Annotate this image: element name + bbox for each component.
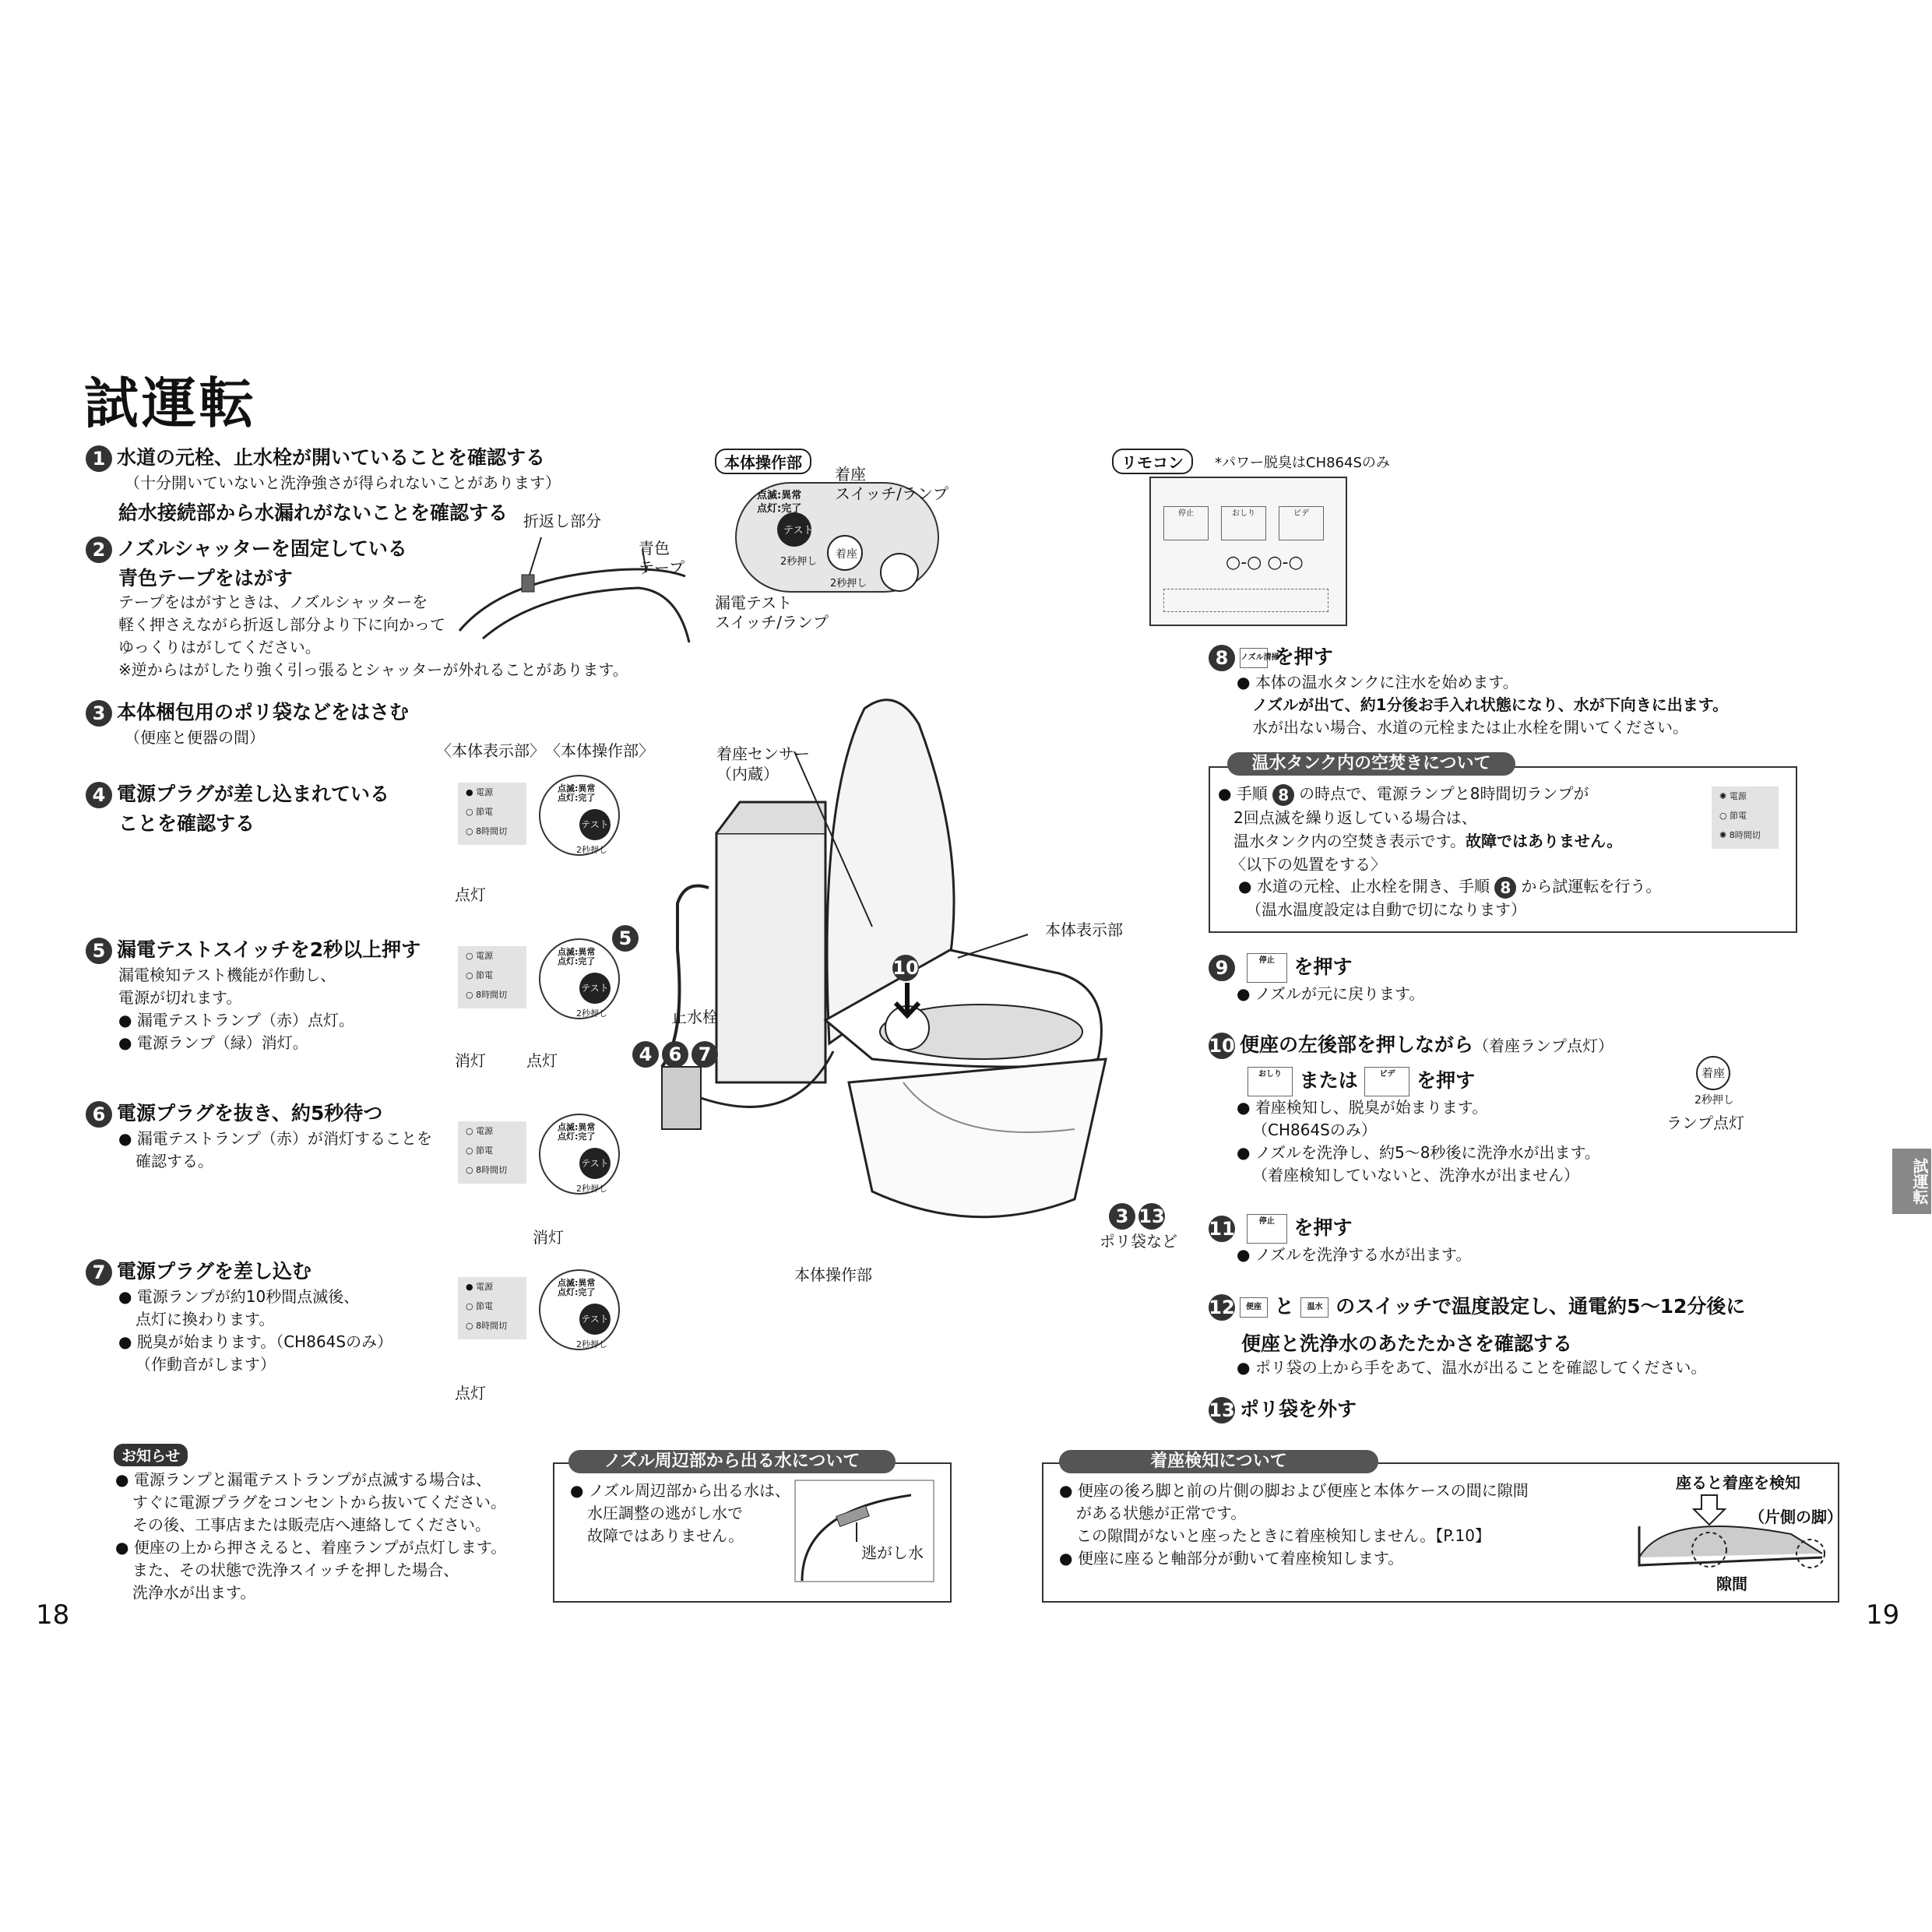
lamp-state: 消灯 bbox=[455, 1051, 486, 1070]
step-heading: 水道の元栓、止水栓が開いていることを確認する bbox=[117, 446, 546, 469]
step-note: （便座と便器の間） bbox=[125, 728, 265, 747]
marker-6: 6 bbox=[662, 1041, 688, 1068]
nozzle-figure bbox=[794, 1480, 934, 1582]
notice-text: ● 電源ランプと漏電テストランプが点滅する場合は、 すぐに電源プラグをコンセントから抜いてください。 その後、工事店または販売店へ連絡してください。 ● 便座の上から押さえると、着座ランプが点灯します。 また、その状態で洗浄スイッチを押した場合、 洗浄水が出ます。 bbox=[115, 1470, 507, 1602]
step-heading: を押す bbox=[1293, 1216, 1353, 1239]
step-4 bbox=[86, 779, 389, 836]
step-3 bbox=[86, 697, 409, 749]
step-number: 7 bbox=[86, 1259, 112, 1286]
op-panel: 点滅:異常 点灯:完了 テスト 2秒押し bbox=[539, 1114, 620, 1195]
step-bullet: 電源ランプ（緑）消灯。 bbox=[136, 1033, 308, 1052]
step-number: 2 bbox=[86, 537, 112, 563]
step-heading-2: 青色テープをはがす bbox=[118, 567, 293, 589]
step-heading-2: 給水接続部から水漏れがないことを確認する bbox=[118, 501, 509, 524]
marker-7: 7 bbox=[692, 1041, 718, 1068]
bag-label: ポリ袋など bbox=[1100, 1232, 1177, 1251]
step-13 bbox=[1209, 1394, 1357, 1423]
op-detail-label: 本体操作部 bbox=[715, 449, 811, 474]
step-text: 水が出ない場合、水道の元栓または止水栓を開いてください。 bbox=[1252, 718, 1688, 737]
panel-header-op: 〈本体操作部〉 bbox=[545, 741, 654, 760]
lamp-state: 点灯 bbox=[455, 1384, 486, 1402]
step-heading: 本体梱包用のポリ袋などをはさむ bbox=[117, 701, 410, 723]
step-7: 7 電源プラグを差し込む ● 電源ランプが約10秒間点滅後、 点灯に換わります。 ● 脱臭が始まります。（CH864Sのみ） （作動音がします） bbox=[86, 1256, 392, 1376]
nozzle-box-title: ノズル周辺部から出る水について bbox=[568, 1450, 896, 1473]
tank-line-2: 2回点滅を繰り返している場合は、 bbox=[1233, 808, 1477, 827]
seat-box-text: ● 便座の後ろ脚と前の片側の脚および便座と本体ケースの間に隙間 がある状態が正常です。 この隙間がないと座ったときに着座検知しません。【P.10】 ● 便座に座ると軸部分が動いて着座検知します。 bbox=[1059, 1481, 1529, 1568]
step-bullet: 漏電テストランプ（赤）点灯。 bbox=[136, 1011, 355, 1029]
step-number: 8 bbox=[1209, 645, 1235, 671]
blue-tape-label-2: テープ bbox=[639, 558, 684, 577]
step-heading-2: 便座と洗浄水のあたたかさを確認する bbox=[1241, 1332, 1573, 1355]
tank-line-6: （温水温度設定は自動で切になります） bbox=[1246, 900, 1526, 919]
step-6: 6 電源プラグを抜き、約5秒待つ ● 漏電テストランプ（赤）が消灯することを 確認する。 bbox=[86, 1098, 432, 1173]
nozzle-figure-label: 逃がし水 bbox=[861, 1543, 924, 1562]
marker-13: 13 bbox=[1138, 1203, 1165, 1230]
tank-line-1: ● 手順 8 の時点で、電源ランプと8時間切ランプが bbox=[1218, 784, 1589, 804]
op-detail-press: 2秒押し bbox=[830, 578, 867, 589]
lamp-state: 点灯 bbox=[455, 885, 486, 904]
stop-key[interactable]: 停止 bbox=[1247, 953, 1287, 983]
step-bullet: ポリ袋の上から手をあて、温水が出ることを確認してください。 bbox=[1255, 1358, 1707, 1377]
lamp-state: 点灯 bbox=[526, 1051, 558, 1070]
remote-label: リモコン bbox=[1112, 449, 1193, 474]
remote-adjust-icons: ○-○ ○-○ bbox=[1226, 553, 1304, 572]
nozzle-clean-key[interactable]: ノズル清掃 bbox=[1240, 648, 1268, 668]
step-text: 確認する。 bbox=[135, 1152, 213, 1170]
step-text: ※逆からはがしたり強く引っ張るとシャッターが外れることがあります。 bbox=[118, 660, 628, 679]
marker-3: 3 bbox=[1109, 1203, 1135, 1230]
seat-lamp-on: ランプ点灯 bbox=[1666, 1114, 1744, 1132]
step-text: （作動音がします） bbox=[135, 1355, 276, 1374]
blue-tape-label: 青色 bbox=[639, 539, 670, 558]
step-8: 8 ノズル清掃 を押す ● 本体の温水タンクに注水を始めます。 ノズルが出て、約1分後お手入れ状態になり、水が下向きに出ます。 水が出ない場合、水道の元栓または止水栓を開いてください。 bbox=[1209, 642, 1728, 739]
step-heading: 便座の左後部を押しながら bbox=[1240, 1033, 1474, 1056]
step-heading: ポリ袋を外す bbox=[1240, 1398, 1357, 1420]
step-text: 漏電検知テスト機能が作動し、 bbox=[118, 966, 336, 984]
op-label: 本体操作部 bbox=[794, 1265, 872, 1284]
sensor-label: 着座センサー bbox=[716, 744, 810, 763]
step-bullet: 本体の温水タンクに注水を始めます。 bbox=[1255, 673, 1519, 692]
stop-key[interactable]: 停止 bbox=[1247, 1214, 1287, 1244]
step-heading: 電源プラグが差し込まれている bbox=[117, 783, 390, 805]
seat-temp-key[interactable]: 便座 bbox=[1240, 1297, 1268, 1318]
panel-header-display: 〈本体表示部〉 bbox=[436, 741, 545, 760]
page-title: 試運転 bbox=[84, 371, 257, 435]
step-text: （CH864Sのみ） bbox=[1252, 1121, 1377, 1139]
step-number: 12 bbox=[1209, 1294, 1235, 1321]
step-text: テープをはがすときは、ノズルシャッターを bbox=[118, 593, 428, 611]
step-bullet: ノズルが元に戻ります。 bbox=[1255, 984, 1425, 1003]
step-number: 1 bbox=[86, 445, 112, 472]
seat-figure-label-2: （片側の脚） bbox=[1749, 1508, 1842, 1526]
step-bullet: 漏電テストランプ（赤）が消灯することを bbox=[136, 1129, 433, 1148]
side-tab: 試運転 bbox=[1892, 1149, 1931, 1214]
step-heading: 漏電テストスイッチを2秒以上押す bbox=[117, 938, 421, 961]
step-number: 3 bbox=[86, 700, 112, 727]
valve-label: 止水栓 bbox=[671, 1008, 718, 1026]
seat-figure-label-1: 座ると着座を検知 bbox=[1676, 1473, 1800, 1492]
seat-switch-label-2: スイッチ/ランプ bbox=[835, 484, 948, 503]
remote-stop-key[interactable]: 停止 bbox=[1163, 506, 1209, 540]
seat-box-title: 着座検知について bbox=[1059, 1450, 1378, 1473]
step-text: 電源が切れます。 bbox=[118, 988, 242, 1007]
seat-lamp-button[interactable]: 着座 bbox=[1696, 1056, 1730, 1090]
step-bullet: ノズルを洗浄し、約5～8秒後に洗浄水が出ます。 bbox=[1255, 1143, 1600, 1162]
step-heading: を押す bbox=[1293, 955, 1353, 978]
fold-label: 折返し部分 bbox=[523, 512, 601, 530]
seat-lamp-press: 2秒押し bbox=[1694, 1094, 1734, 1107]
op-detail-test: テスト bbox=[783, 525, 814, 537]
step-text: 軽く押さえながら折返し部分より下に向かって bbox=[118, 615, 445, 634]
oshiri-key[interactable]: おしり bbox=[1248, 1067, 1293, 1096]
op-panel: 点滅:異常 点灯:完了 テスト 2秒押し bbox=[539, 1269, 620, 1350]
marker-4: 4 bbox=[632, 1041, 659, 1068]
display-panel: ○ 電源 ○ 節電 ○ 8時間切 bbox=[458, 946, 526, 1008]
display-panel: ● 電源 ○ 節電 ○ 8時間切 bbox=[458, 1277, 526, 1339]
step-heading-2: ことを確認する bbox=[118, 812, 255, 835]
step-9: 9 停止 を押す ● ノズルが元に戻ります。 bbox=[1209, 952, 1424, 1005]
tank-lamps: ✺ 電源 ○ 節電 ✺ 8時間切 bbox=[1712, 787, 1779, 849]
op-panel: 点滅:異常 点灯:完了 テスト 2秒押し bbox=[539, 938, 620, 1019]
seat-switch-label: 着座 bbox=[835, 465, 866, 484]
step-text: ノズルが出て、約1分後お手入れ状態になり、水が下向きに出ます。 bbox=[1252, 695, 1729, 714]
tank-line-3: 温水タンク内の空焚き表示です。故障ではありません。 bbox=[1233, 832, 1623, 850]
display-label: 本体表示部 bbox=[1045, 920, 1123, 939]
step-heading: のスイッチで温度設定し、通電約5～12分後に bbox=[1336, 1295, 1746, 1318]
step-number: 13 bbox=[1209, 1397, 1235, 1423]
step-heading: 電源プラグを抜き、約5秒待つ bbox=[117, 1102, 383, 1124]
step-number: 10 bbox=[1209, 1033, 1235, 1059]
step-heading: 電源プラグを差し込む bbox=[117, 1260, 312, 1283]
step-bullet: ノズルを洗浄する水が出ます。 bbox=[1255, 1245, 1472, 1264]
water-temp-key[interactable]: 温水 bbox=[1300, 1297, 1328, 1318]
nozzle-box-text: ● ノズル周辺部から出る水は、 水圧調整の逃がし水で 故障ではありません。 bbox=[570, 1481, 791, 1545]
remote-note: *パワー脱臭はCH864Sのみ bbox=[1215, 455, 1390, 471]
marker-10: 10 bbox=[892, 955, 919, 981]
leak-switch-label: 漏電テスト bbox=[715, 593, 793, 612]
remote-bottom-keys bbox=[1163, 589, 1328, 612]
sensor-label-2: （内蔵） bbox=[716, 765, 779, 783]
step-text: （着座検知していないと、洗浄水が出ません） bbox=[1252, 1166, 1579, 1184]
bidet-key[interactable]: ビデ bbox=[1364, 1067, 1409, 1096]
step-number: 11 bbox=[1209, 1216, 1235, 1242]
op-detail-text: 点滅:異常 bbox=[757, 490, 802, 501]
display-panel: ● 電源 ○ 節電 ○ 8時間切 bbox=[458, 783, 526, 845]
test-button[interactable]: テスト bbox=[579, 973, 611, 1004]
remote-bidet-key[interactable]: ビデ bbox=[1279, 506, 1324, 540]
step-number: 9 bbox=[1209, 955, 1235, 981]
step-10: 10 便座の左後部を押しながら（着座ランプ点灯） おしり または ビデ を押す ● 着座検知し、脱臭が始まります。 （CH864Sのみ） ● ノズルを洗浄し、約5～8秒後に洗浄水が出ます。 （着座検知していないと、洗浄水が出ません） bbox=[1209, 1029, 1614, 1187]
page-number-left: 18 bbox=[36, 1599, 70, 1631]
remote-figure bbox=[1149, 477, 1347, 626]
test-button[interactable]: テスト bbox=[579, 1148, 611, 1179]
step-text: 点灯に換わります。 bbox=[135, 1310, 275, 1328]
step-number: 6 bbox=[86, 1101, 112, 1128]
leak-switch-label-2: スイッチ/ランプ bbox=[715, 613, 829, 632]
step-11: 11 停止 を押す ● ノズルを洗浄する水が出ます。 bbox=[1209, 1212, 1471, 1266]
op-panel: 点滅:異常 点灯:完了 テスト 2秒押し bbox=[539, 775, 620, 856]
notice-badge: お知らせ bbox=[114, 1444, 188, 1466]
tank-line-5: ● 水道の元栓、止水栓を開き、手順 8 から試運転を行う。 bbox=[1238, 877, 1662, 897]
test-button[interactable]: テスト bbox=[579, 809, 611, 840]
seat-figure-label-3: 隙間 bbox=[1716, 1575, 1747, 1593]
step-number: 4 bbox=[86, 782, 112, 808]
op-detail-press: 2秒押し bbox=[780, 556, 818, 568]
page-number-right: 19 bbox=[1866, 1599, 1900, 1631]
step-5: 5 漏電テストスイッチを2秒以上押す 漏電検知テスト機能が作動し、 電源が切れます。 ● 漏電テストランプ（赤）点灯。 ● 電源ランプ（緑）消灯。 bbox=[86, 934, 421, 1054]
step-heading: ノズルシャッターを固定している bbox=[117, 537, 407, 560]
tape-figure bbox=[452, 514, 701, 646]
lamp-state: 消灯 bbox=[533, 1228, 564, 1247]
display-panel: ○ 電源 ○ 節電 ○ 8時間切 bbox=[458, 1121, 526, 1184]
step-bullet: 着座検知し、脱臭が始まります。 bbox=[1255, 1098, 1488, 1117]
step-note: （十分開いていないと洗浄強さが得られないことがあります） bbox=[125, 473, 561, 492]
op-detail-seat: 着座 bbox=[836, 548, 857, 561]
tank-box-title: 温水タンク内の空焚きについて bbox=[1227, 752, 1515, 776]
step-text: ゆっくりはがしてください。 bbox=[118, 638, 321, 656]
step-number: 5 bbox=[86, 938, 112, 964]
tank-line-4: 〈以下の処置をする〉 bbox=[1230, 855, 1386, 874]
marker-5: 5 bbox=[612, 925, 639, 952]
test-button[interactable]: テスト bbox=[579, 1304, 611, 1335]
step-heading: を押す bbox=[1274, 646, 1333, 668]
op-detail-text: 点灯:完了 bbox=[757, 503, 802, 515]
step-bullet: 脱臭が始まります。（CH864Sのみ） bbox=[136, 1332, 393, 1351]
step-1 bbox=[86, 442, 561, 526]
remote-oshiri-key[interactable]: おしり bbox=[1221, 506, 1266, 540]
step-12: 12 便座 と 温水 のスイッチで温度設定し、通電約5～12分後に 便座と洗浄水のあたたかさを確認する ● ポリ袋の上から手をあて、温水が出ることを確認してください。 bbox=[1209, 1295, 1746, 1377]
step-bullet: 電源ランプが約10秒間点滅後、 bbox=[136, 1287, 360, 1306]
